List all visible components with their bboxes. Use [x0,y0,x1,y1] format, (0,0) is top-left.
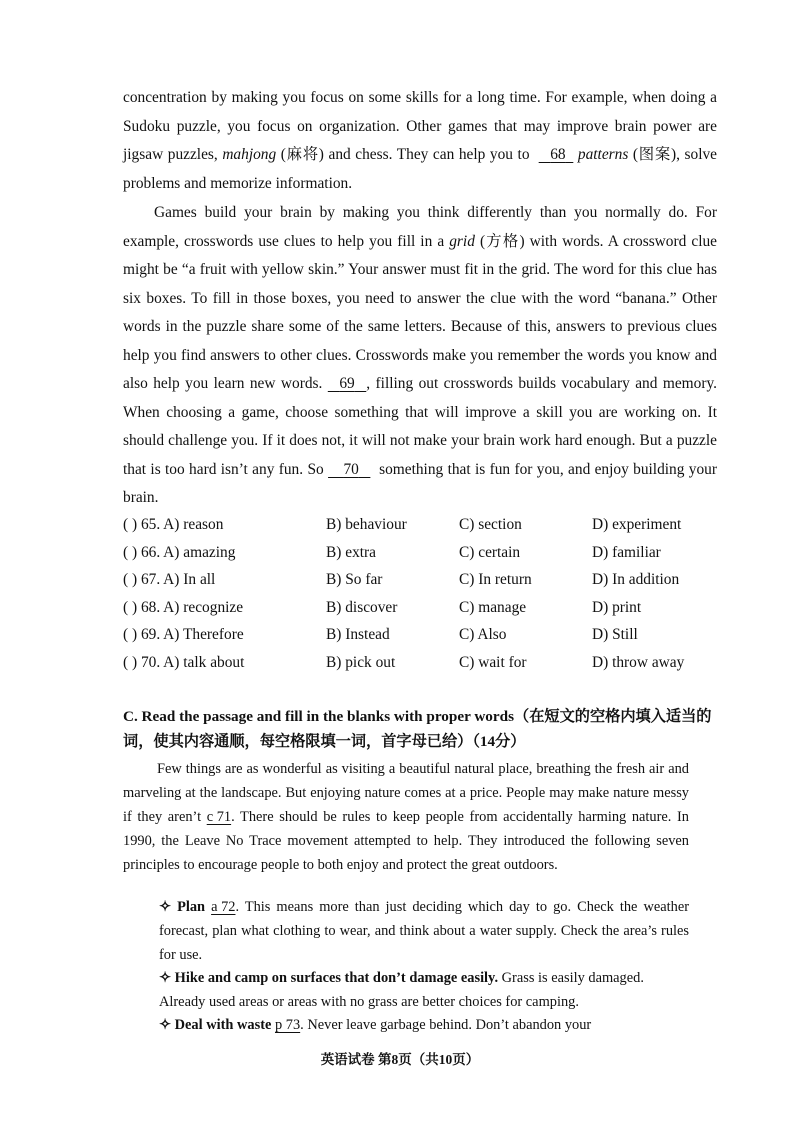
option-d[interactable]: D) familiar [592,543,661,561]
passage-b-paragraph-1 [123,84,717,198]
blank-73[interactable]: p 73 [274,1017,301,1033]
option-c[interactable]: C) manage [459,598,527,616]
bullet-waste-text: . Never leave garbage behind. Don’t abandon your [300,1017,592,1033]
bullet-hike-head: ✧ Hike and camp on surfaces that don’t damage easily. [159,970,499,986]
p1-mahjong: mahjong [222,146,277,163]
page-footer: 英语试卷 第8页（共10页） [320,1052,480,1067]
blank-70[interactable]: 70 [343,460,359,478]
option-a[interactable]: ( ) 68. A) recognize [123,598,244,616]
bullet-hike-text: Grass is easily damaged. [498,970,644,986]
section-c-title: C. Read the passage and fill in the blanks with proper words（在短文的空格内填入适当的词，使其内容通顺，每空格限填一词，首字母已给）（14分） [123,708,712,750]
option-b[interactable]: B) behaviour [326,516,407,533]
c-p1-text-a: Few things are as wonderful as visiting a beautiful natural place, breathing the fresh air and marveling at the landscape. But enjoying nature comes at a price. People may make nature messy if they aren’t [123,761,689,825]
blank-68[interactable]: 68 [550,146,566,163]
option-b[interactable]: B) extra [326,543,376,561]
option-b[interactable]: B) discover [326,598,398,616]
p1-line-4: solve problems and memorize information. [123,146,718,192]
option-a[interactable]: ( ) 67. A) In all [123,571,216,589]
blank-69[interactable]: 69 [339,375,355,392]
option-row[interactable] [123,649,723,677]
p2-grid: grid [449,232,475,250]
bullet-plan-text: . This means more than just deciding which day to go. Check the weather forecast, plan what clothing to wear, and think about a water supply. Check the area’s rules for use. [159,899,690,963]
option-c[interactable]: C) In return [459,571,532,589]
bullet-waste-head: ✧ Deal with waste [159,1017,275,1033]
option-d[interactable]: D) In addition [592,571,680,589]
option-c[interactable]: C) certain [459,543,521,561]
bullet-plan [159,895,689,967]
option-a[interactable]: ( ) 70. A) talk about [123,653,245,671]
section-c-paragraph-1 [123,757,689,877]
option-d[interactable]: D) print [592,598,642,616]
option-a[interactable]: ( ) 66. A) amazing [123,543,236,561]
option-row[interactable] [123,511,723,539]
options-list [123,511,723,677]
option-b[interactable]: B) Instead [326,626,390,644]
p1-line-3c: (图案), [628,146,680,163]
option-b[interactable]: B) So far [326,571,383,589]
p1-line-3b: (麻将) and chess. They can help you to [276,146,535,163]
option-row[interactable] [123,594,723,622]
option-a[interactable]: ( ) 69. A) Therefore [123,626,244,644]
blank-71[interactable]: c 71 [206,809,232,825]
bullet-waste [159,1013,591,1037]
blank-72[interactable]: a 72 [211,899,236,915]
p1-line-3a: jigsaw puzzles, [123,146,223,163]
p1-patterns: patterns [577,146,629,163]
option-c[interactable]: C) Also [459,626,507,644]
passage-b-paragraph-2 [123,199,717,513]
bullet-hike [159,966,644,990]
option-a[interactable]: ( ) 65. A) reason [123,516,224,533]
p2-text-c: , filling out crosswords builds vocabulary and memory. When choosing a game, choose something that will improve a skill you are working on. It should challenge you. If it does not, it will not make your brain work hard enough. But a puzzle that is too hard isn’t any fun. So [123,375,717,478]
option-b[interactable]: B) pick out [326,653,396,671]
p2-text-d: something that is fun for you, and enjoy building your brain. [123,460,718,506]
c-p1-text-b: . There should be rules to keep people from accidentally harming nature. In 1990, the Leave No Trace movement attempted to help. They introduced the following seven principles to encourage people to both enjoy and protect the great outdoors. [123,809,689,873]
option-c[interactable]: C) wait for [459,653,527,671]
option-row[interactable] [123,621,723,649]
p1-line-2: Sudoku puzzle, you focus on organization. Other games that may improve brain power are [123,117,717,135]
option-d[interactable]: D) throw away [592,653,685,671]
option-row[interactable] [123,539,723,567]
p2-text-a: Games build your brain by making you think differently than you normally do. For example, crosswords use clues to help you fill in a [123,204,717,250]
option-row[interactable] [123,566,723,594]
bullet-hike-line-2: Already used areas or areas with no grass are better choices for camping. [159,994,579,1010]
option-d[interactable]: D) Still [592,626,638,644]
p1-line-1: concentration by making you focus on some skills for a long time. For example, when doing a [123,89,717,106]
bullet-plan-head: ✧ Plan [159,899,212,915]
option-c[interactable]: C) section [459,516,522,533]
option-d[interactable]: D) experiment [592,516,682,533]
p2-text-b: (方格) with words. A crossword clue might be “a fruit with yellow skin.” Your answer must fit in the grid. The word for this clue has six boxes. To fill in those boxes, you need to answer the clue with the word “banana.” Other words in the puzzle share some of the same letters. Because of this, answers to previous clues help you find answers to other clues. Crosswords make you remember the words you know and also help you learn new words. [123,232,718,392]
